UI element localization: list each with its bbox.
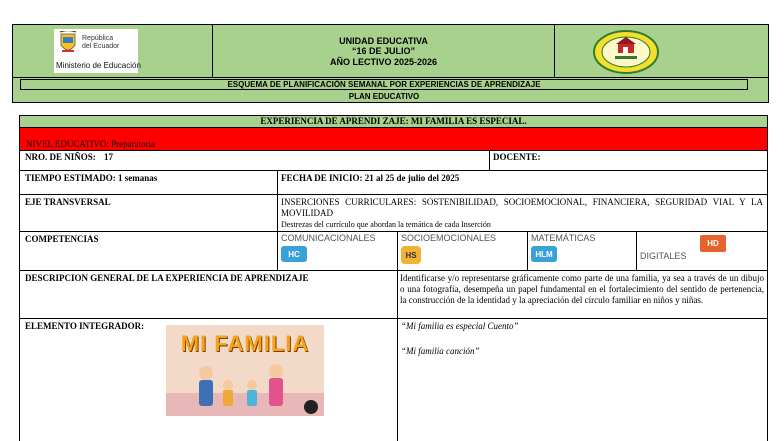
row-line <box>19 318 768 319</box>
integrator-item-song: “Mi familia canción” <box>401 346 480 356</box>
ministry-caption: Ministerio de Educación <box>56 61 141 70</box>
competency-socioemotional <box>401 233 526 269</box>
level-row <box>19 128 768 150</box>
school-subname: “16 DE JULIO” <box>351 46 416 56</box>
family-illustration <box>166 325 324 416</box>
competency-label: COMUNICACIONALES <box>281 233 376 243</box>
axis-value: INSERCIONES CURRICULARES: SOSTENIBILIDAD, SOCIOEMOCIONAL, FINANCIERA, SEGURIDAD VIAL Y LA MOVILIDAD <box>281 197 763 218</box>
competency-communication <box>281 233 396 269</box>
row-line <box>19 170 768 171</box>
competency-digital <box>640 233 764 269</box>
header-divider-bottom <box>13 77 768 78</box>
competency-label: DIGITALES <box>640 251 687 261</box>
row-line <box>19 194 768 195</box>
plan-title: PLAN EDUCATIVO <box>348 92 420 101</box>
competency-label: MATEMÁTICAS <box>531 233 596 243</box>
competency-label: SOCIOEMOCIONALES <box>401 233 497 243</box>
row-line <box>19 231 768 232</box>
header-divider-right <box>554 25 555 78</box>
scheme-title: ESQUEMA DE PLANIFICACIÓN SEMANAL POR EXPERIENCIAS DE APRENDIZAJE <box>20 79 748 90</box>
experience-title: EXPERIENCIA DE APRENDI ZAJE: MI FAMILIA ES ESPECIAL. <box>19 115 768 128</box>
ministry-logo-line1: República <box>82 35 114 42</box>
children-count-label: NRO. DE NIÑOS: <box>25 152 96 162</box>
start-date: FECHA DE INICIO: 21 al 25 de julio del 2025 <box>281 173 460 183</box>
family-figures-icon <box>166 363 324 416</box>
integrator-item-story: “Mi familia es especial Cuento” <box>401 321 519 331</box>
axis-label: EJE TRANSVERSAL <box>25 197 111 207</box>
ministry-logo-line2: del Ecuador <box>82 43 120 50</box>
col-line <box>636 231 637 270</box>
col-line <box>397 231 398 270</box>
hc-icon: HC <box>281 246 307 262</box>
col-line <box>527 231 528 270</box>
ministry-logo <box>54 29 141 73</box>
hs-icon: HS <box>401 246 421 264</box>
family-image-title: MI FAMILIA <box>180 331 310 356</box>
col-line <box>397 270 398 441</box>
row-line <box>19 270 768 271</box>
time-estimate: TIEMPO ESTIMADO: 1 semanas <box>25 173 158 183</box>
children-count <box>25 152 113 163</box>
children-count-value: 17 <box>104 152 114 162</box>
col-line <box>277 170 278 270</box>
teacher-label: DOCENTE: <box>493 152 541 162</box>
education-level: NIVEL EDUCATIVO: Preparatoria <box>26 139 156 149</box>
description-label: DESCRIPCION GENERAL DE LA EXPERIENCIA DE APRENDIZAJE <box>25 273 309 283</box>
ecuador-coat-of-arms-icon <box>58 31 78 57</box>
competencies-label: COMPETENCIAS <box>25 234 99 244</box>
col-line <box>489 150 490 170</box>
hd-icon: HD <box>700 235 726 252</box>
hlm-icon: HLM <box>531 246 557 262</box>
integrator-label: ELEMENTO INTEGRADOR: <box>25 321 145 331</box>
description-value: Identificarse y/o representarse gráficamente como parte de una familia, ya sea a través de un dibujo o una fotografía, desempeña un papel fundamental en el fortalecimiento del sentido de pertenencia, la construcción de la identidad y la apreciación del círculo familiar en niños y niñas. <box>400 273 764 305</box>
row-line <box>19 150 768 151</box>
school-name: UNIDAD EDUCATIVA <box>339 36 428 46</box>
school-seal <box>593 30 659 74</box>
competency-math <box>531 233 635 269</box>
axis-note: Destrezas del currículo que abordan la temática de cada Inserción <box>281 220 491 229</box>
school-year: AÑO LECTIVO 2025-2026 <box>329 57 438 67</box>
